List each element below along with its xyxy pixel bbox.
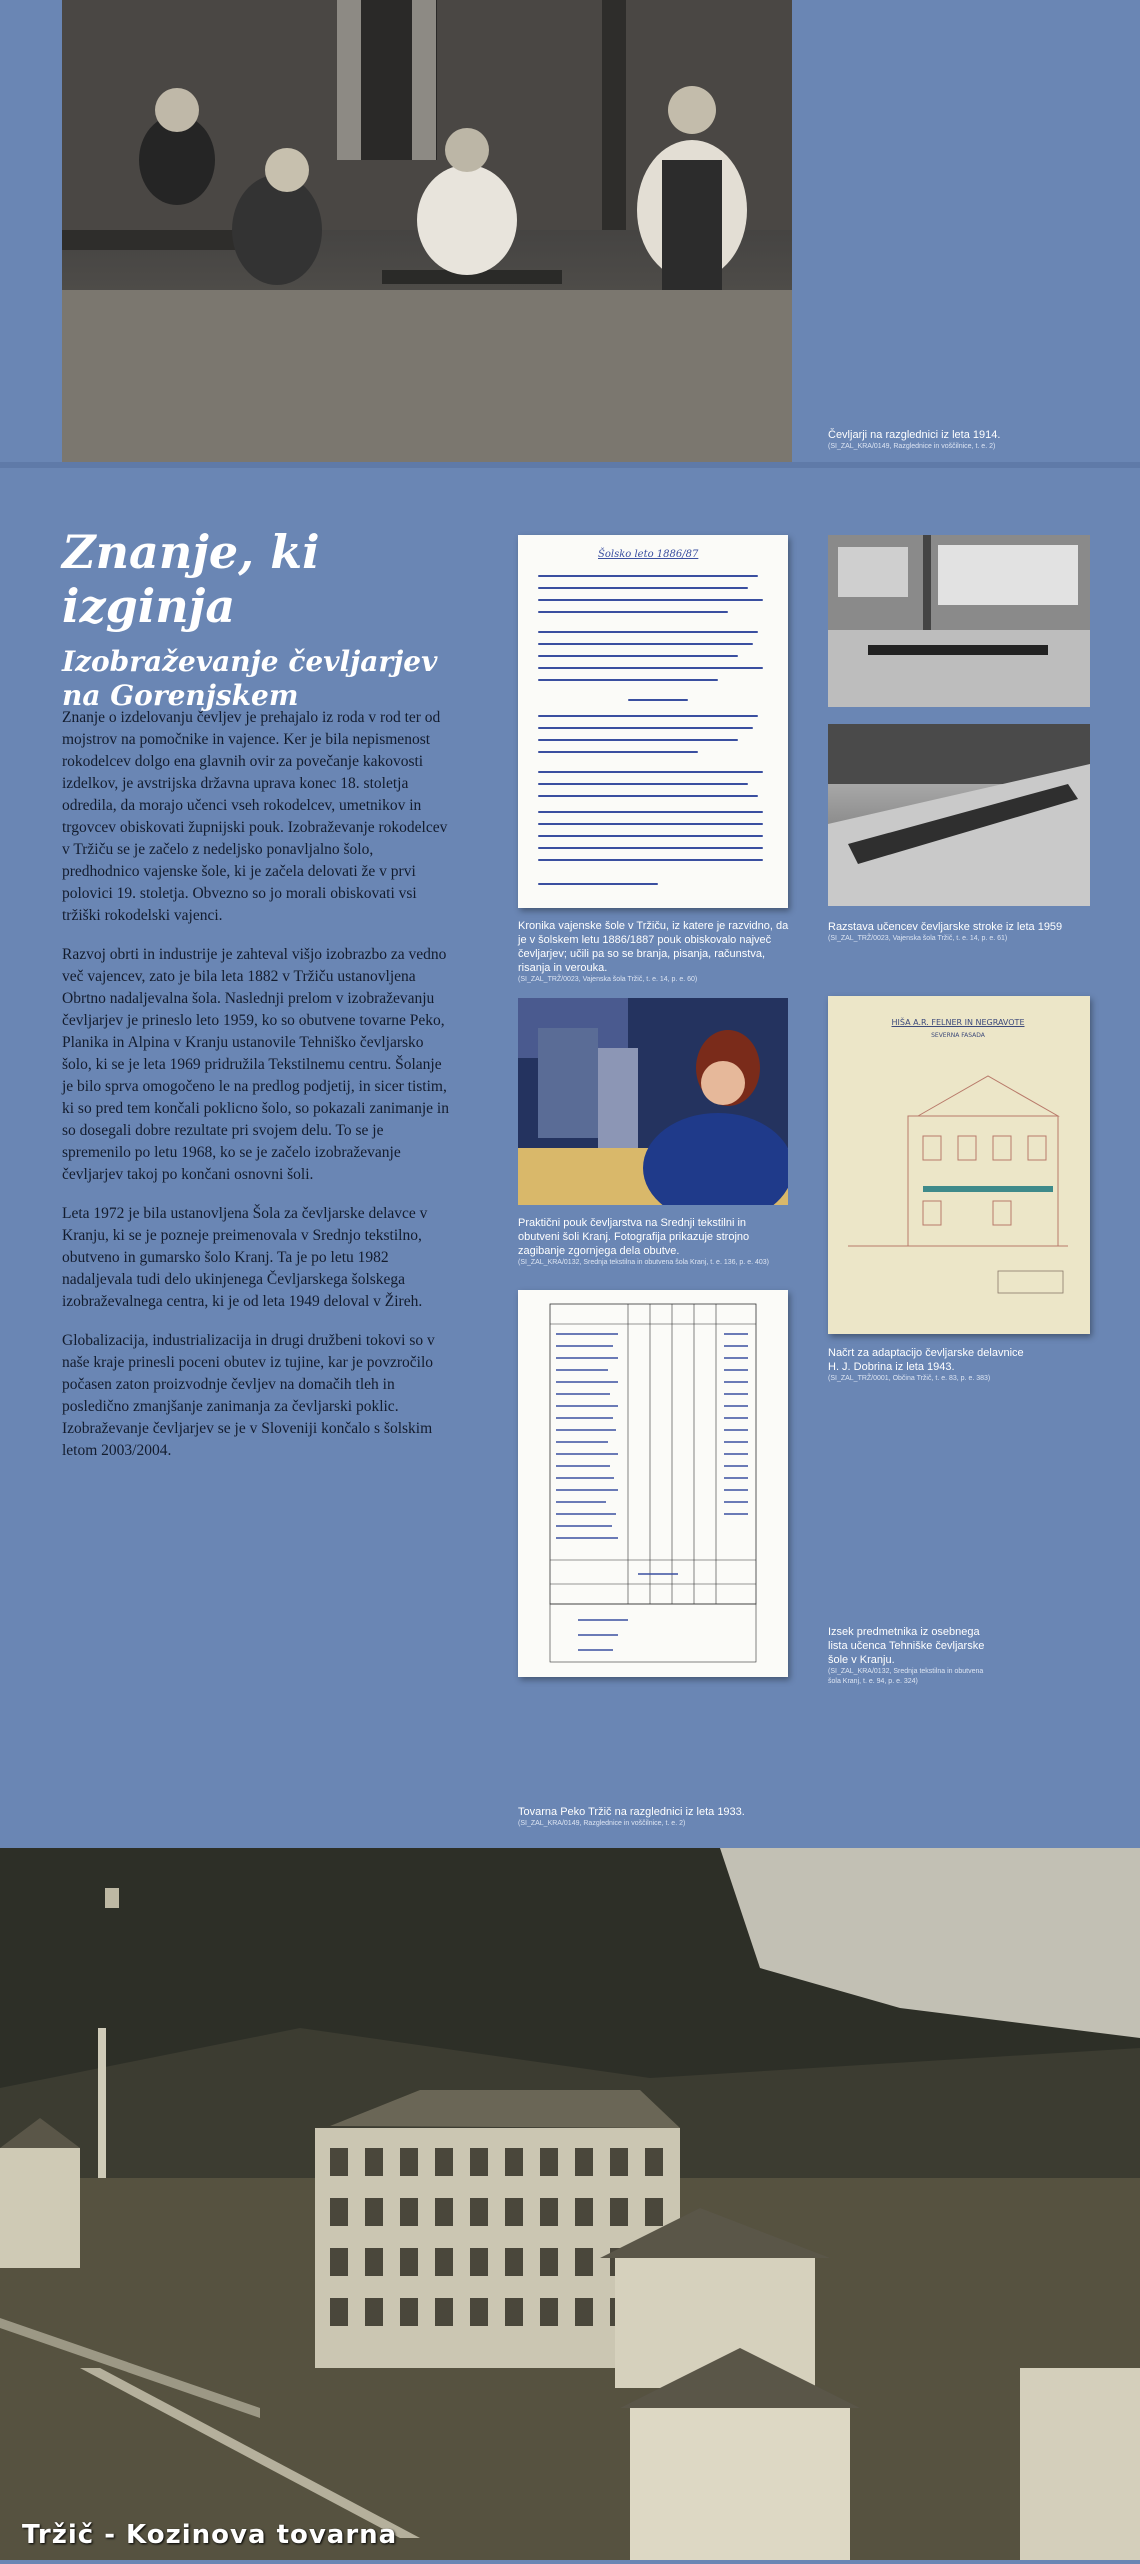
postcard-text: Tržič - Kozinova tovarna <box>22 2520 398 2550</box>
title-block <box>62 525 502 713</box>
factory-postcard-photo <box>0 1848 1140 2560</box>
page-subtitle-line2: na Gorenjskem <box>62 679 299 712</box>
plan-title: HIŠA A.R. FELNER IN NEGRAVOTE <box>891 1018 1025 1027</box>
factory-caption-text: Tovarna Peko Tržič na razglednici iz leta 1933. <box>518 1806 745 1818</box>
practical-caption-text: Praktični pouk čevljarstva na Srednji tekstilni in obutveni šoli Kranj. Fotografija prikazuje strojno zagibanje zgornjega dela obutve. <box>518 1217 750 1257</box>
top-photo-drawing <box>62 0 792 462</box>
exhibition-caption-ref: (SI_ZAL_TRŽ/0023, Vajenska šola Tržič, t. e. 14, p. e. 61) <box>828 935 1008 942</box>
factory-caption-ref: (SI_ZAL_KRA/0149, Razglednice in voščilnice, t. e. 2) <box>518 1820 686 1827</box>
grades-caption-text: Izsek predmetnika iz osebnega lista učenca Tehniške čevljarske šole v Kranju. <box>828 1626 985 1666</box>
factory-postcard-drawing <box>0 1848 1140 2560</box>
exhibition-caption-text: Razstava učencev čevljarske stroke iz leta 1959 <box>828 921 1063 933</box>
exhibition-photo-2-drawing <box>828 724 1090 906</box>
plan-caption-ref: (SI_ZAL_TRŽ/0001, Občina Tržič, t. e. 83, p. e. 383) <box>828 1375 991 1382</box>
chronicle-document <box>518 535 788 908</box>
plan-caption <box>828 1346 1028 1384</box>
plan-subtitle: SEVERNA FASADA <box>931 1032 985 1039</box>
practical-lesson-drawing <box>518 998 788 1205</box>
grades-caption-ref: (SI_ZAL_KRA/0132, Srednja tekstilna in obutvena šola Kranj, t. e. 94, p. e. 324) <box>828 1668 984 1685</box>
top-photo-shoemakers <box>62 0 792 462</box>
body-text <box>62 707 450 1479</box>
paragraph-1: Znanje o izdelovanju čevljev je prehajalo iz roda v rod ter od mojstrov na pomočnike in vajence. Ker je bila nepismenost rokodelcev dolgo ena glavnih ovir za povečanje kakovosti izdelkov, je avstrijska državna uprava konec 18. stoletja odredila, da morajo učenci vseh rokodelcev, umetnikov in trgovcev obiskovati župnijski pouk. Izobraževanje rokodelcev v Tržiču se je začelo z nedeljsko ponavljalno šolo, predhodnico vajenske šole, ki je začela delovati že v prvi polovici 19. stoletja. Obvezno so jo morali obiskovati vsi tržiški rokodelski vajenci. <box>62 709 448 924</box>
top-photo-caption <box>828 428 1128 452</box>
exhibition-photo-1-drawing <box>828 535 1090 707</box>
top-photo-caption-text: Čevljarji na razglednici iz leta 1914. <box>828 429 1001 441</box>
page-title: Znanje, ki izginja <box>62 525 320 633</box>
practical-caption <box>518 1216 790 1268</box>
paragraph-3: Leta 1972 je bila ustanovljena Šola za čevljarske delavce v Kranju, ki se je pozneje preimenovala v Srednjo tekstilno, obutveno in gumarsko šolo Kranj. Ta je po letu 1982 nadaljevala tudi delo ukinjenega Čevljarskega šolskega izobraževalnega centra, ki je od leta 1949 deloval v Žireh. <box>62 1205 428 1310</box>
page-subtitle-line1: Izobraževanje čevljarjev <box>62 645 438 678</box>
plan-facade-drawing <box>848 1056 1068 1306</box>
exhibition-photo-2 <box>828 724 1090 906</box>
section-divider <box>0 462 1140 468</box>
adaptation-plan <box>828 996 1090 1334</box>
factory-caption <box>518 1805 878 1829</box>
paragraph-4: Globalizacija, industrializacija in drugi družbeni tokovi so v naše kraje prinesli poceni obutev iz tujine, kar je povzročilo počasen zaton proizvodnje čevljev na domačih tleh in posledično zmanjšanje zanimanja za čevljarski poklic. Izobraževanje čevljarjev se je v Sloveniji končalo s šolskim letom 2003/2004. <box>62 1332 435 1459</box>
chronicle-header: Šolsko leto 1886/87 <box>598 549 699 560</box>
top-photo-caption-ref: (SI_ZAL_KRA/0149, Razglednice in voščilnice, t. e. 2) <box>828 443 996 450</box>
exhibition-photo-1 <box>828 535 1090 707</box>
grades-sheet <box>518 1290 788 1677</box>
chronicle-caption-text: Kronika vajenske šole v Tržiču, iz katere je razvidno, da je v šolskem letu 1886/1887 pouk obiskovalo največ čevljarjev; učili pa so se branja, pisanja, računstva, risanja in verouka. <box>518 920 789 974</box>
chronicle-caption <box>518 919 790 985</box>
grades-caption <box>828 1625 988 1687</box>
plan-caption-text: Načrt za adaptacijo čevljarske delavnice H. J. Dobrina iz leta 1943. <box>828 1347 1024 1373</box>
practical-caption-ref: (SI_ZAL_KRA/0132, Srednja tekstilna in obutvena šola Kranj, t. e. 136, p. e. 403) <box>518 1259 769 1266</box>
paragraph-2: Razvoj obrti in industrije je zahteval višjo izobrazbo za vedno več vajencev, zato je bila leta 1882 v Tržiču ustanovljena Obrtno nadaljevalna šola. Naslednji prelom v izobraževanju čevljarjev je prineslo leto 1959, ko so obutvene tovarne Peko, Planika in Alpina v Kranju ustanovile Tehniško čevljarsko šolo, ki se je leta 1969 pridružila Tekstilnemu centru. Šolanje je bilo sprva omogočeno le na predlog podjetij, in sicer tistim, ki so pred tem končali poklicno šolo, so pokazali zanimanje in so dosegali dobre rezultate pri svojem delu. To se je spremenilo po letu 1968, ko se je začelo izobraževanje čevljarjev takoj po končani osnovni šoli. <box>62 946 449 1183</box>
exhibition-caption <box>828 920 1098 944</box>
grades-table-drawing <box>518 1290 788 1677</box>
practical-lesson-photo <box>518 998 788 1205</box>
chronicle-caption-ref: (SI_ZAL_TRŽ/0023, Vajenska šola Tržič, t. e. 14, p. e. 60) <box>518 976 698 983</box>
